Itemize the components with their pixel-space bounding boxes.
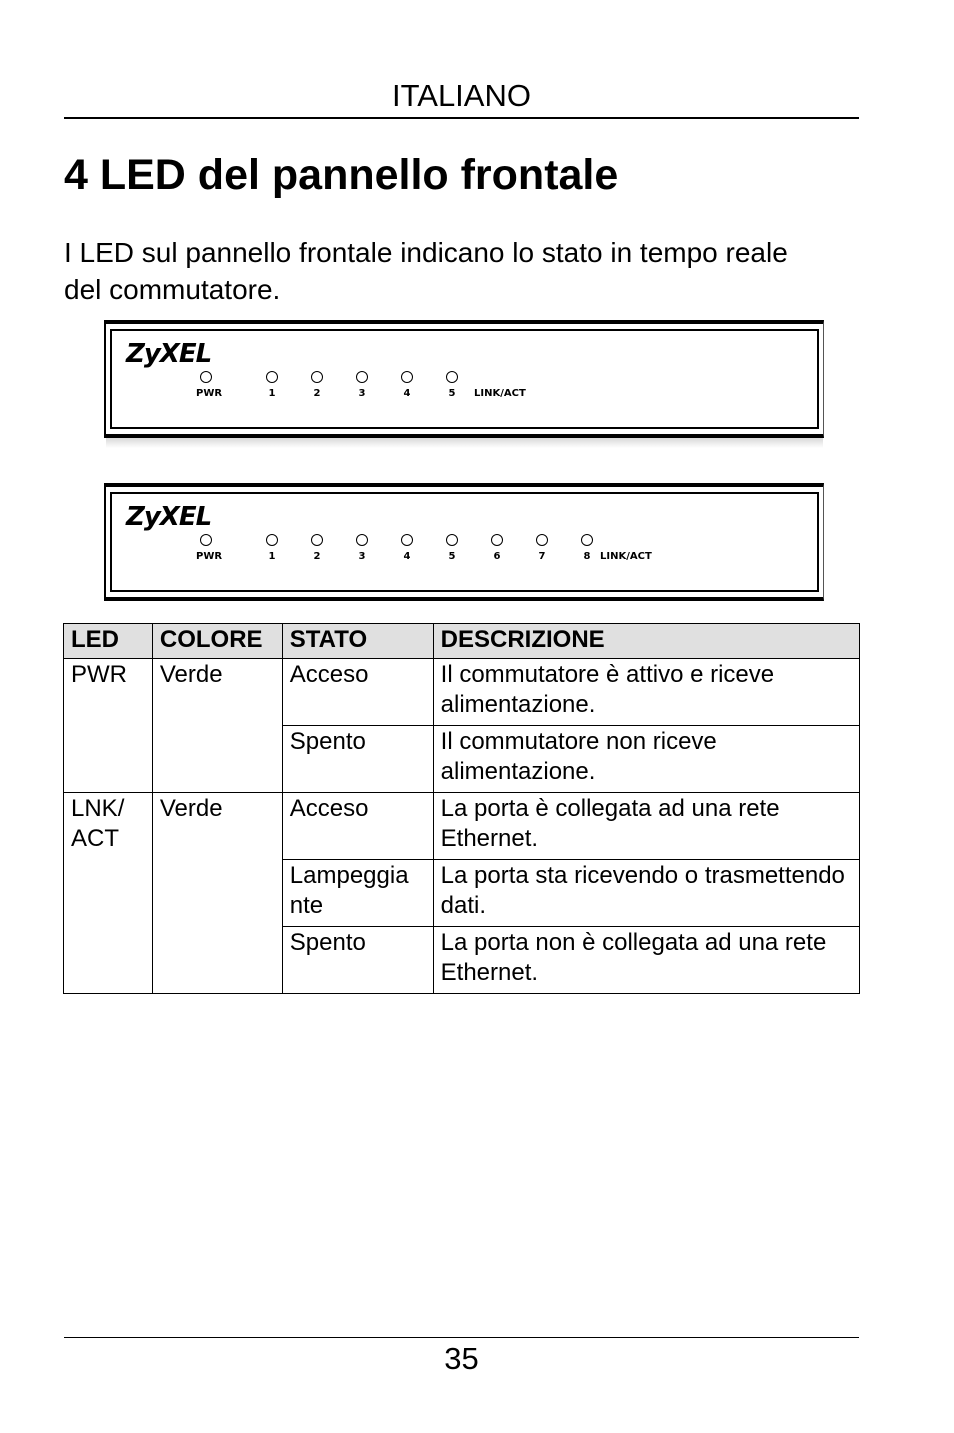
cell-state: Acceso <box>282 659 433 726</box>
led-label: 2 <box>313 551 321 562</box>
led-indicator-icon <box>401 371 413 383</box>
led-label: 5 <box>448 551 456 562</box>
led-status-table <box>63 623 860 994</box>
header-stato: STATO <box>282 624 433 659</box>
cell-led: PWR <box>64 659 153 793</box>
front-panel-frame <box>110 492 819 592</box>
cell-state: Lampeggia nte <box>282 860 433 927</box>
front-panel-5-port <box>104 320 824 438</box>
led-indicator-icon <box>200 534 212 546</box>
led-indicator-icon <box>356 534 368 546</box>
led-label: PWR <box>196 388 223 399</box>
led-port-2 <box>307 534 327 563</box>
led-indicator-icon <box>401 534 413 546</box>
led-indicator-icon <box>266 534 278 546</box>
led-indicator-icon <box>581 534 593 546</box>
front-panel-8-port <box>104 483 824 601</box>
led-port-8 <box>577 534 597 563</box>
cell-state: Spento <box>282 927 433 994</box>
led-label: PWR <box>196 551 223 562</box>
led-indicator-icon <box>311 371 323 383</box>
led-label: 7 <box>538 551 546 562</box>
led-port-6 <box>487 534 507 563</box>
led-indicator-icon <box>536 534 548 546</box>
cell-description: La porta sta ricevendo o trasmettendo dati. <box>433 860 859 927</box>
cell-state: Spento <box>282 726 433 793</box>
cell-state: Acceso <box>282 793 433 860</box>
cell-led: LNK/ ACT <box>64 793 153 994</box>
led-indicator-icon <box>446 371 458 383</box>
header-led: LED <box>64 624 153 659</box>
led-port-5 <box>442 534 462 563</box>
table-row <box>64 793 860 860</box>
led-label: 4 <box>403 388 411 399</box>
front-panel-frame <box>110 329 819 429</box>
led-indicator-icon <box>200 371 212 383</box>
cell-description: La porta non è collegata ad una rete Ethernet. <box>433 927 859 994</box>
panel-shadow <box>106 438 823 448</box>
led-label: 6 <box>493 551 501 562</box>
cell-color: Verde <box>152 659 282 793</box>
cell-description: La porta è collegata ad una rete Ethernet. <box>433 793 859 860</box>
led-port-5 <box>442 371 462 400</box>
led-label: 4 <box>403 551 411 562</box>
led-port-3 <box>352 534 372 563</box>
led-indicator-icon <box>446 534 458 546</box>
led-label: 1 <box>268 388 276 399</box>
led-indicator-icon <box>311 534 323 546</box>
zyxel-logo: ZyXEL <box>126 339 212 369</box>
led-port-4 <box>397 534 417 563</box>
cell-color: Verde <box>152 793 282 994</box>
section-title: 4 LED del pannello frontale <box>64 151 619 199</box>
intro-paragraph: I LED sul pannello frontale indicano lo stato in tempo reale del commutatore. <box>64 237 788 305</box>
zyxel-logo: ZyXEL <box>126 502 212 532</box>
cell-description: Il commutatore non riceve alimentazione. <box>433 726 859 793</box>
led-port-1 <box>262 371 282 400</box>
led-port-4 <box>397 371 417 400</box>
led-port-3 <box>352 371 372 400</box>
led-port-1 <box>262 534 282 563</box>
header-rule <box>64 117 859 119</box>
led-label: 1 <box>268 551 276 562</box>
header-descrizione: DESCRIZIONE <box>433 624 859 659</box>
led-label: 3 <box>358 551 366 562</box>
table-row <box>64 659 860 726</box>
led-indicator-icon <box>266 371 278 383</box>
led-port-7 <box>532 534 552 563</box>
header-colore: COLORE <box>152 624 282 659</box>
table-header-row <box>64 624 860 659</box>
led-indicator-icon <box>491 534 503 546</box>
led-indicator-icon <box>356 371 368 383</box>
led-pwr <box>196 371 223 400</box>
led-pwr <box>196 534 223 563</box>
footer-rule <box>64 1337 859 1338</box>
led-label: 8 <box>583 551 591 562</box>
cell-description: Il commutatore è attivo e riceve alimentazione. <box>433 659 859 726</box>
led-label: 3 <box>358 388 366 399</box>
header-language: ITALIANO <box>392 78 531 113</box>
led-label: 5 <box>448 388 456 399</box>
link-act-label: LINK/ACT <box>600 551 652 562</box>
link-act-label: LINK/ACT <box>474 388 526 399</box>
led-port-2 <box>307 371 327 400</box>
led-label: 2 <box>313 388 321 399</box>
page-number: 35 <box>444 1341 479 1376</box>
